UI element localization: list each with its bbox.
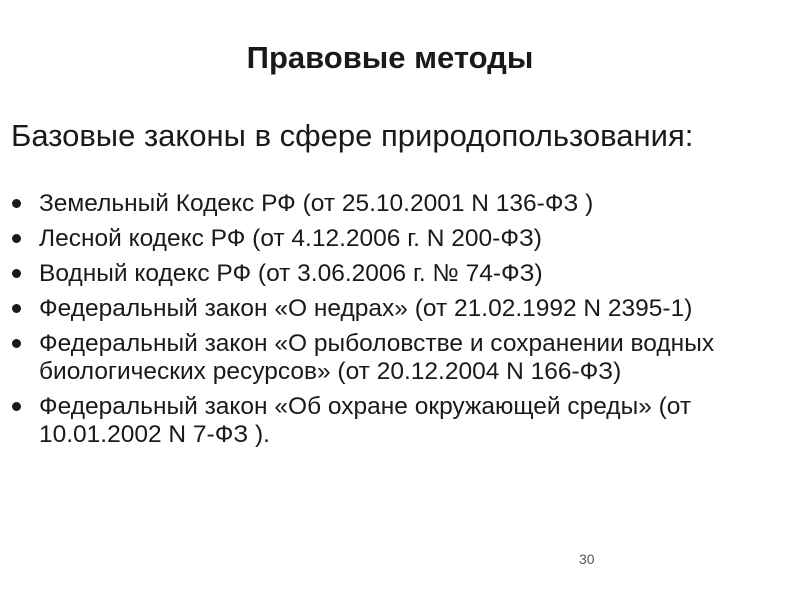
bullet-icon — [12, 402, 21, 411]
list-item — [0, 295, 800, 323]
slide-title: Правовые методы — [246, 40, 534, 75]
list-item — [0, 225, 800, 253]
bullet-icon — [12, 199, 21, 208]
bullet-icon — [12, 234, 21, 243]
list-item-text: Земельный Кодекс РФ (от 25.10.2001 N 136-ФЗ ) — [39, 190, 594, 217]
list-item — [0, 190, 800, 218]
bullet-icon — [12, 269, 21, 278]
list-item — [0, 330, 800, 386]
list-item-text: Федеральный закон «О недрах» (от 21.02.1992 N 2395-1) — [39, 295, 693, 322]
list-item-text: Федеральный закон «Об охране окружающей среды» (от 10.01.2002 N 7-ФЗ ). — [39, 393, 692, 448]
slide-subtitle: Базовые законы в сфере природопользования: — [11, 118, 694, 153]
list-item-text: Лесной кодекс РФ (от 4.12.2006 г. N 200-ФЗ) — [39, 225, 542, 252]
list-item-text: Водный кодекс РФ (от 3.06.2006 г. № 74-ФЗ) — [39, 260, 543, 287]
bullet-icon — [12, 339, 21, 348]
list-item-text: Федеральный закон «О рыболовстве и сохранении водных биологических ресурсов» (от 20.12.2004 N 166-ФЗ) — [39, 330, 715, 385]
list-item — [0, 260, 800, 288]
list-item — [0, 393, 800, 449]
law-list — [0, 190, 800, 456]
bullet-icon — [12, 304, 21, 313]
page-number: 30 — [579, 551, 595, 567]
